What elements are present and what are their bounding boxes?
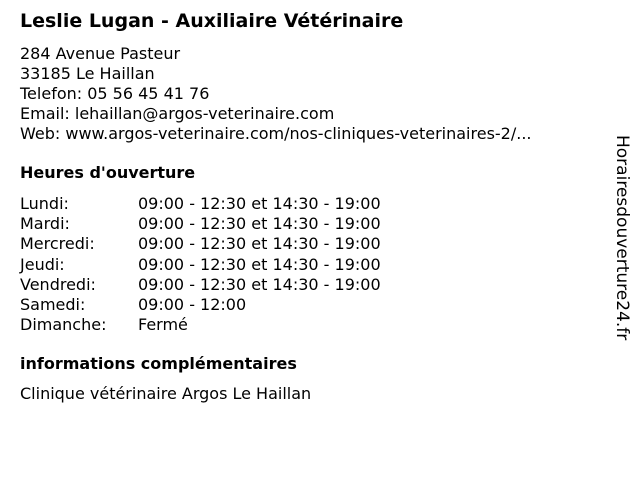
street-address: 284 Avenue Pasteur [20, 44, 181, 63]
day-label: Mardi: [20, 214, 70, 234]
day-hours: 09:00 - 12:30 et 14:30 - 19:00 [138, 254, 381, 274]
day-label: Dimanche: [20, 315, 107, 335]
day-hours: 09:00 - 12:30 et 14:30 - 19:00 [138, 234, 381, 254]
phone-number: Telefon: 05 56 45 41 76 [20, 84, 210, 103]
day-label: Lundi: [20, 194, 69, 213]
day-hours: 09:00 - 12:00 [138, 294, 247, 314]
hours-row-saturday [20, 295, 381, 315]
email-address: Email: lehaillan@argos-veterinaire.com [20, 104, 335, 123]
additional-info-text: Clinique vétérinaire Argos Le Haillan [20, 384, 312, 403]
day-hours: Fermé [138, 315, 188, 335]
day-label: Jeudi: [20, 254, 65, 274]
day-label: Mercredi: [20, 234, 95, 254]
day-hours: 09:00 - 12:30 et 14:30 - 19:00 [138, 214, 381, 234]
address-block [20, 44, 532, 144]
opening-hours-heading: Heures d'ouverture [20, 163, 196, 182]
day-hours: 09:00 - 12:30 et 14:30 - 19:00 [138, 274, 381, 294]
day-label: Samedi: [20, 294, 86, 314]
hours-row-friday [20, 275, 381, 295]
hours-row-sunday [20, 315, 381, 335]
additional-info-heading: informations complémentaires [20, 354, 297, 373]
city-address: 33185 Le Haillan [20, 64, 155, 83]
hours-row-monday [20, 194, 381, 214]
site-brand-watermark: Horairesdouverture24.fr [612, 135, 632, 341]
day-hours: 09:00 - 12:30 et 14:30 - 19:00 [138, 194, 381, 213]
opening-hours-table [20, 194, 381, 335]
day-label: Vendredi: [20, 274, 96, 294]
page-title: Leslie Lugan - Auxiliaire Vétérinaire [20, 10, 404, 32]
hours-row-tuesday [20, 214, 381, 234]
hours-row-thursday [20, 255, 381, 275]
website-url: Web: www.argos-veterinaire.com/nos-cliniques-veterinaires-2/... [20, 124, 532, 143]
hours-row-wednesday [20, 234, 381, 254]
